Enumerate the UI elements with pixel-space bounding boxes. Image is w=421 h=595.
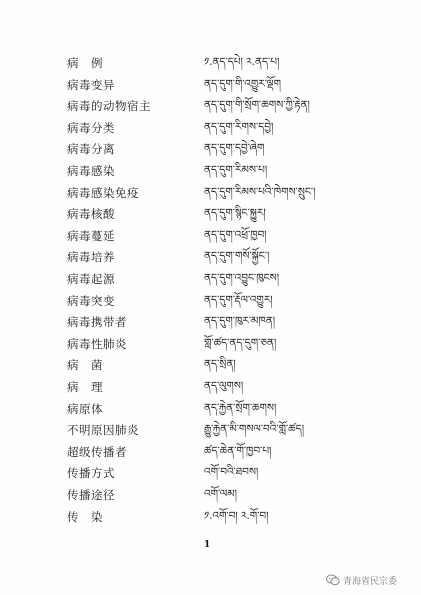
chinese-term: 病毒感染	[67, 164, 115, 178]
glossary-row	[0, 185, 421, 207]
chinese-term: 病毒突变	[67, 293, 115, 308]
tibetan-term: ནད་དུག་གི་འགྱུར་ལྡོག	[204, 77, 282, 90]
tibetan-term: གློ་ཚད་ནད་དུག་ཅན།	[204, 336, 277, 349]
glossary-row	[0, 206, 421, 228]
tibetan-term: ༡.འགོ་བ། ༢.གོ་བ།	[204, 509, 269, 522]
glossary-row	[0, 55, 421, 77]
chinese-term: 传播途径	[67, 488, 115, 502]
chinese-term: 病毒性肺炎	[67, 336, 127, 351]
glossary-row	[0, 77, 421, 99]
glossary-row	[0, 163, 421, 185]
tibetan-term: ནད་དུག་ཁུར་མཁན།	[204, 315, 276, 328]
tibetan-term: ཚད་ཆེན་གོ་ཁྱབ་པ།	[204, 444, 272, 457]
glossary-row	[0, 98, 421, 120]
glossary-row	[0, 444, 421, 466]
tibetan-term: ནད་རྐྱེན་སྲོག་ཆགས།	[204, 401, 277, 414]
glossary-row	[0, 249, 421, 271]
tibetan-term: ནད་དུག་གི་སྲོག་ཆགས་ཀྱི་རྟེན།	[204, 99, 310, 112]
chinese-term: 病毒蔓延	[67, 228, 115, 243]
glossary-row	[0, 293, 421, 315]
glossary-row	[0, 271, 421, 293]
chinese-term: 病毒培养	[67, 250, 115, 265]
tibetan-term: ནད་དུག་དབྱེ་ཞེག	[204, 142, 265, 155]
wechat-watermark	[326, 573, 397, 587]
tibetan-term: ནད་སྲིན།	[204, 358, 236, 371]
glossary-row	[0, 141, 421, 163]
chinese-term: 病 例	[67, 56, 103, 70]
glossary-row	[0, 509, 421, 531]
glossary-row	[0, 465, 421, 487]
wechat-icon	[326, 574, 340, 586]
tibetan-term: ནད་དུག་འཕྲོ་ཁྱབ།	[204, 228, 267, 241]
chinese-term: 超级传播者	[67, 444, 127, 459]
chinese-term: 传 染	[67, 509, 103, 524]
tibetan-term: ནད་དུག་རིམས་པའི་ཁེགས་སྲུང་།	[204, 185, 316, 198]
glossary-row	[0, 401, 421, 423]
chinese-term: 病毒分类	[67, 120, 115, 135]
tibetan-term: འགོ་ལམ།	[204, 488, 238, 500]
chinese-term: 病毒携带者	[67, 315, 127, 330]
chinese-term: 病毒核酸	[67, 207, 115, 222]
chinese-term: 病毒感染免疫	[67, 185, 139, 200]
chinese-term: 病原体	[67, 401, 103, 416]
glossary-row	[0, 487, 421, 509]
glossary-row	[0, 314, 421, 336]
watermark-text: 青海省民宗委	[343, 576, 398, 587]
glossary-row	[0, 336, 421, 358]
chinese-term: 病 菌	[67, 358, 103, 373]
tibetan-term: ནད་དུག་རིམས་པ།	[204, 164, 268, 176]
tibetan-term: འགོ་བའི་ཐབས།	[204, 466, 259, 479]
tibetan-term: ནད་དུག་རིགས་དབྱེ།	[204, 120, 274, 133]
chinese-term: 传播方式	[67, 466, 115, 481]
chinese-term: 病毒的动物宿主	[67, 99, 151, 114]
glossary-row	[0, 228, 421, 250]
glossary-row	[0, 422, 421, 444]
tibetan-term: ནད་དུག་སྙིང་སྐྱུར།	[204, 207, 266, 220]
chinese-term: 病毒分离	[67, 142, 115, 157]
tibetan-term: ནད་དུག་རྡོལ་འགྱུར།	[204, 293, 273, 306]
chinese-term: 病毒变异	[67, 77, 115, 92]
tibetan-term: ༡.ནད་དཔེ། ༢.ནད་པ།	[204, 56, 280, 68]
tibetan-term: ནད་ལུགས།	[204, 380, 244, 392]
tibetan-term: རྒྱུ་རྐྱེན་མི་གསལ་བའི་གློ་ཚད།	[204, 423, 305, 436]
glossary-row	[0, 120, 421, 142]
glossary-row	[0, 357, 421, 379]
glossary-row	[0, 379, 421, 401]
chinese-term: 病毒起源	[67, 272, 115, 286]
chinese-term: 不明原因肺炎	[67, 423, 139, 438]
page-number: 1	[204, 540, 211, 550]
tibetan-term: ནད་དུག་འབྱུང་ཁུངས།	[204, 272, 280, 284]
chinese-term: 病 理	[67, 380, 103, 394]
tibetan-term: ནད་དུག་གསོ་སྐྱོང་།	[204, 250, 270, 263]
